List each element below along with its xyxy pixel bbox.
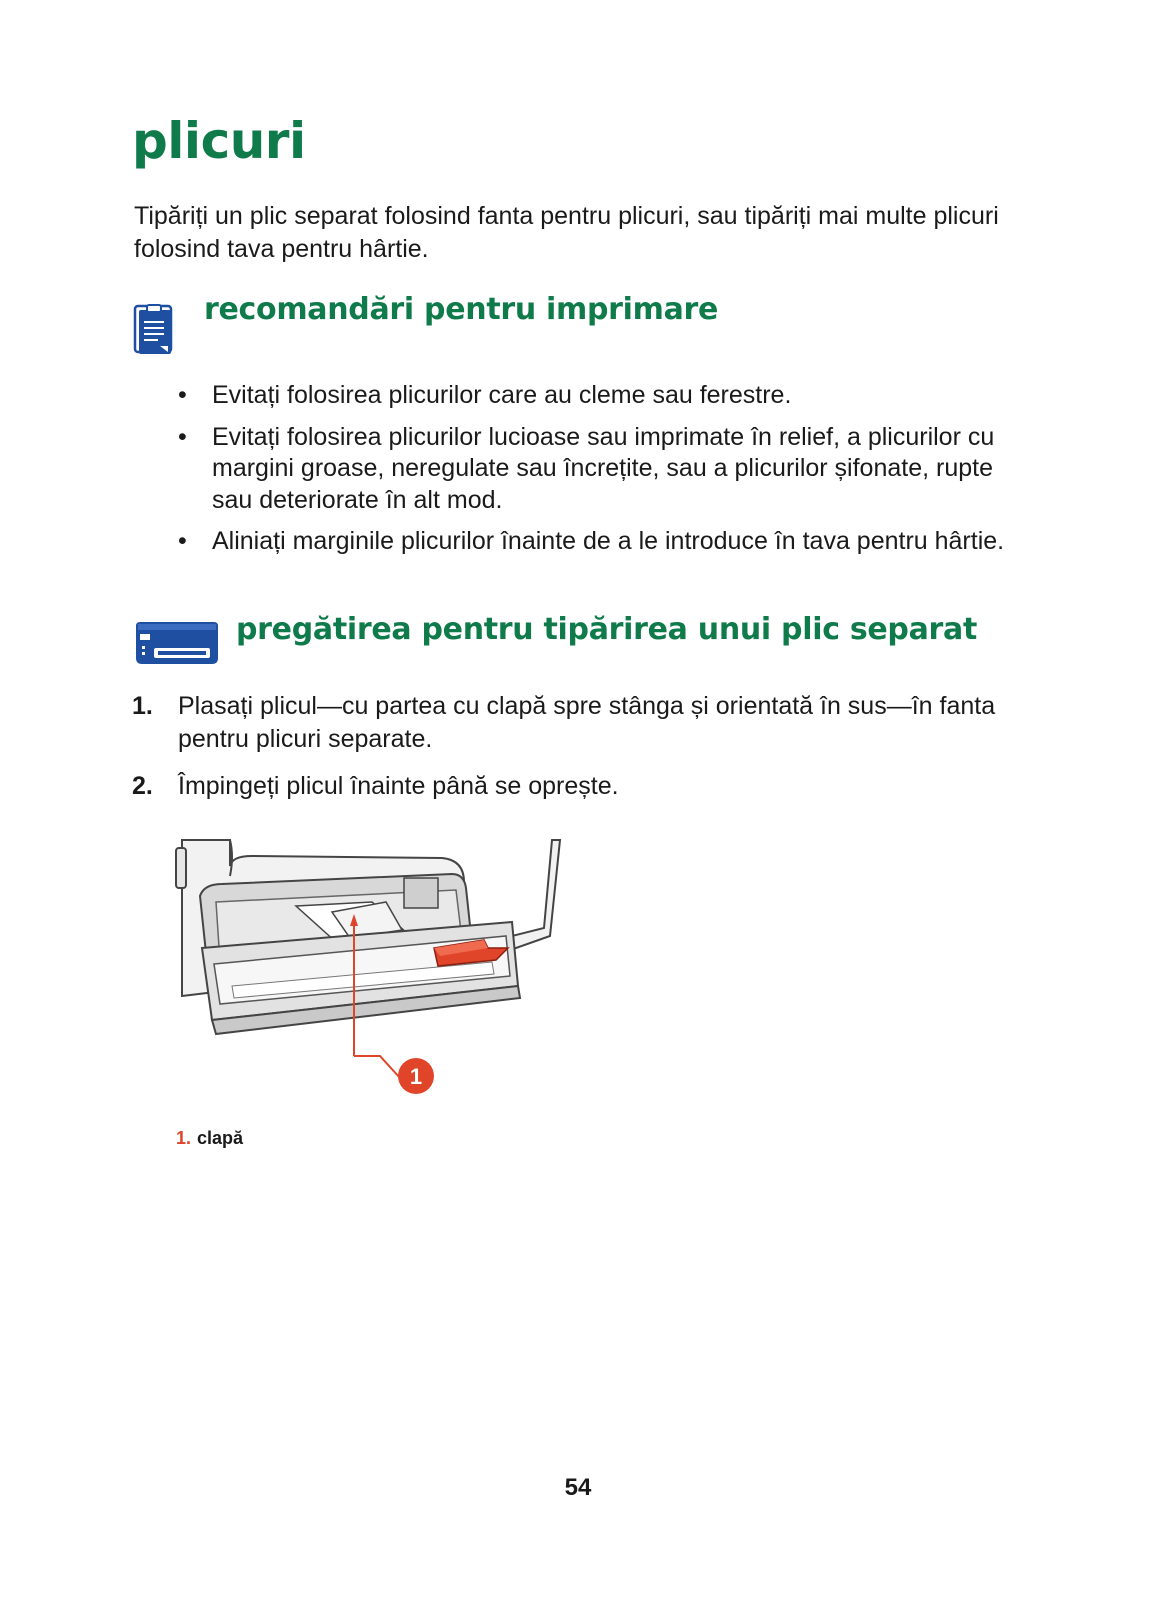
printer-icon xyxy=(132,620,220,673)
step-number: 1. xyxy=(132,692,153,720)
list-item xyxy=(132,690,1012,756)
step-number: 2. xyxy=(132,772,153,800)
page-title: plicuri xyxy=(132,112,306,170)
tips-list xyxy=(176,380,1026,568)
list-item: • Aliniați marginile plicurilor înainte de a le introduce în tava pentru hârtie. xyxy=(176,526,1026,558)
steps-list xyxy=(132,690,1012,817)
clipboard-notes-icon xyxy=(132,302,176,361)
list-item: • Evitați folosirea plicurilor lucioase sau imprimate în relief, a plicurilor cu margini groase, neregulate sau încrețite, sau a plicurilor șifonate, rupte sau deteriorate în alt mod. xyxy=(176,422,1026,517)
step-text: Împingeți plicul înainte până se oprește. xyxy=(178,772,619,800)
step-text: Plasați plicul—cu partea cu clapă spre stânga și orientată în sus—în fanta pentru plicuri separate. xyxy=(178,692,996,753)
caption-number: 1. xyxy=(176,1128,192,1148)
section-title-prepare: pregătirea pentru tipărirea unui plic separat xyxy=(236,612,978,647)
printer-envelope-illustration xyxy=(172,836,562,1111)
figure-caption xyxy=(176,1128,243,1149)
intro-paragraph: Tipăriți un plic separat folosind fanta pentru plicuri, sau tipăriți mai multe plicuri folosind tava pentru hârtie. xyxy=(134,202,999,263)
page-number: 54 xyxy=(564,1474,592,1501)
list-item: • Evitați folosirea plicurilor care au cleme sau ferestre. xyxy=(176,380,1026,412)
section-title-tips: recomandări pentru imprimare xyxy=(204,292,719,327)
list-item xyxy=(132,770,1012,803)
caption-text: clapă xyxy=(197,1128,244,1148)
callout-number: 1 xyxy=(409,1064,423,1089)
